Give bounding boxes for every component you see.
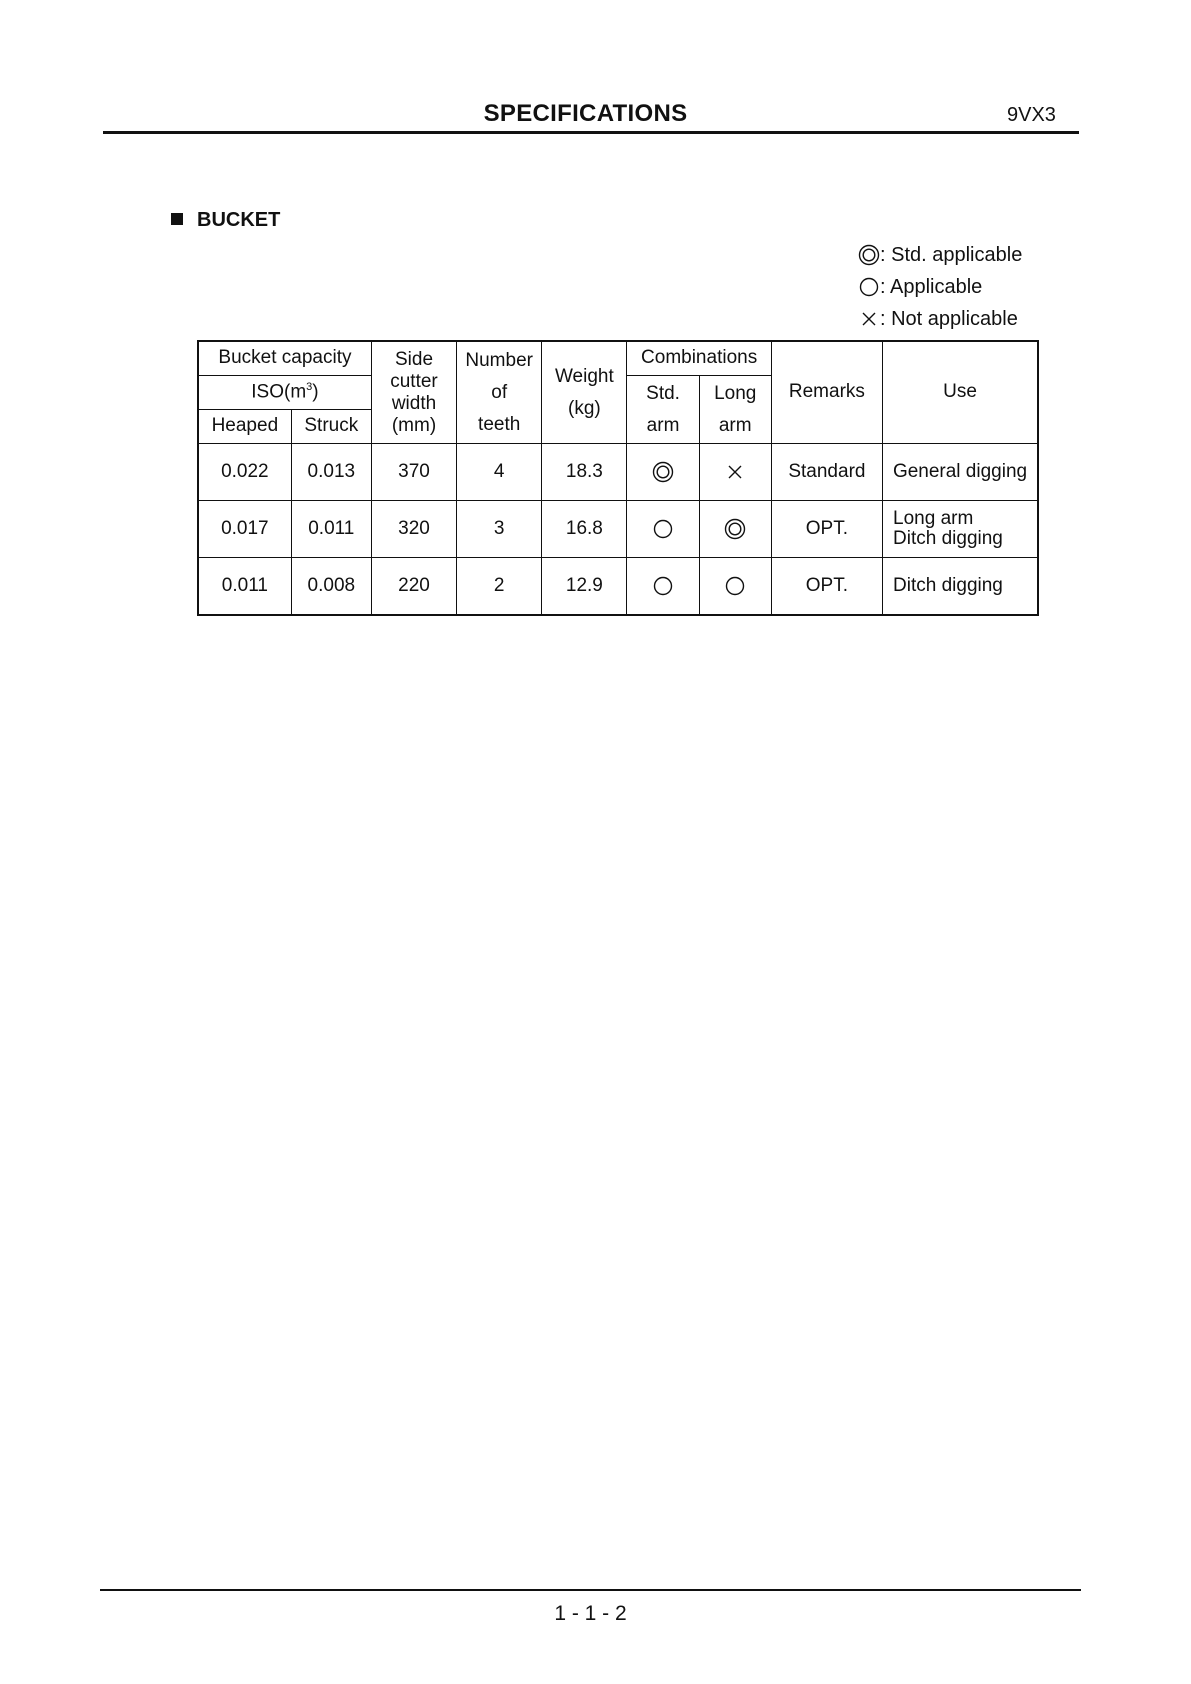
header-weight <box>542 341 627 444</box>
cell-weight: 16.8 <box>542 501 627 558</box>
header-rule <box>103 131 1079 134</box>
cell-struck: 0.011 <box>291 501 371 558</box>
header-long-arm-text: Long arm <box>714 382 757 436</box>
cell-weight: 12.9 <box>542 558 627 616</box>
header-std-arm <box>627 376 699 444</box>
cell-teeth: 2 <box>457 558 542 616</box>
header-weight-text: Weight (kg) <box>554 365 614 419</box>
header-side-cutter-width <box>371 341 456 444</box>
cell-weight: 18.3 <box>542 444 627 501</box>
page-title: SPECIFICATIONS <box>483 100 688 127</box>
header-number-of-teeth <box>457 341 542 444</box>
header-number-of-teeth-text: Number of teeth <box>465 349 533 435</box>
legend-item-not-applicable <box>858 303 1022 335</box>
cross-icon <box>858 303 880 335</box>
use-lines: Long arm Ditch digging <box>893 507 1003 549</box>
header-heaped: Heaped <box>198 410 291 444</box>
double-circle-icon <box>627 444 699 501</box>
header-bucket-capacity: Bucket capacity <box>198 341 371 376</box>
legend-label: : Applicable <box>880 276 983 298</box>
cell-remarks: OPT. <box>771 501 882 558</box>
header-long-arm <box>699 376 771 444</box>
page-number: 1 - 1 - 2 <box>554 1602 627 1625</box>
header-std-arm-text: Std. arm <box>646 382 680 436</box>
circle-icon <box>858 271 880 303</box>
use-line: General digging <box>892 460 1028 482</box>
legend-label: : Not applicable <box>880 308 1018 330</box>
square-bullet-icon <box>171 213 183 225</box>
header-remarks: Remarks <box>771 341 882 444</box>
header-iso: $ISO(m^3)$ <box>198 376 371 410</box>
circle-icon <box>699 558 771 616</box>
cell-teeth: 3 <box>457 501 542 558</box>
legend-item-std-applicable <box>858 239 1022 271</box>
section-title: BUCKET <box>197 209 281 231</box>
cell-side-cutter-width: 220 <box>371 558 456 616</box>
section-heading <box>171 209 280 232</box>
cell-heaped: 0.017 <box>198 501 291 558</box>
legend-label: : Std. applicable <box>880 244 1023 266</box>
cell-side-cutter-width: 320 <box>371 501 456 558</box>
footer-rule <box>100 1589 1081 1591</box>
cell-remarks: Standard <box>771 444 882 501</box>
header-side-cutter-width-text: Side cutter width (mm) <box>390 348 438 436</box>
header-use: Use <box>883 341 1038 444</box>
header-struck: Struck <box>291 410 371 444</box>
cell-use <box>883 558 1038 616</box>
double-circle-icon <box>699 501 771 558</box>
header-combinations: Combinations <box>627 341 771 376</box>
table-row <box>198 558 1038 616</box>
cell-side-cutter-width: 370 <box>371 444 456 501</box>
circle-icon <box>627 501 699 558</box>
use-line: Ditch digging <box>893 574 1003 596</box>
cross-icon <box>699 444 771 501</box>
circle-icon <box>627 558 699 616</box>
cell-heaped: 0.011 <box>198 558 291 616</box>
table-row <box>198 444 1038 501</box>
double-circle-icon <box>858 239 880 271</box>
table-row <box>198 501 1038 558</box>
cell-remarks: OPT. <box>771 558 882 616</box>
cell-teeth: 4 <box>457 444 542 501</box>
cell-struck: 0.013 <box>291 444 371 501</box>
cell-use <box>883 501 1038 558</box>
cell-heaped: 0.022 <box>198 444 291 501</box>
model-code: 9VX3 <box>1007 104 1056 126</box>
cell-use <box>883 444 1038 501</box>
legend-item-applicable <box>858 271 1022 303</box>
bucket-spec-table <box>197 340 1039 616</box>
cell-struck: 0.008 <box>291 558 371 616</box>
symbol-legend <box>858 239 1022 335</box>
